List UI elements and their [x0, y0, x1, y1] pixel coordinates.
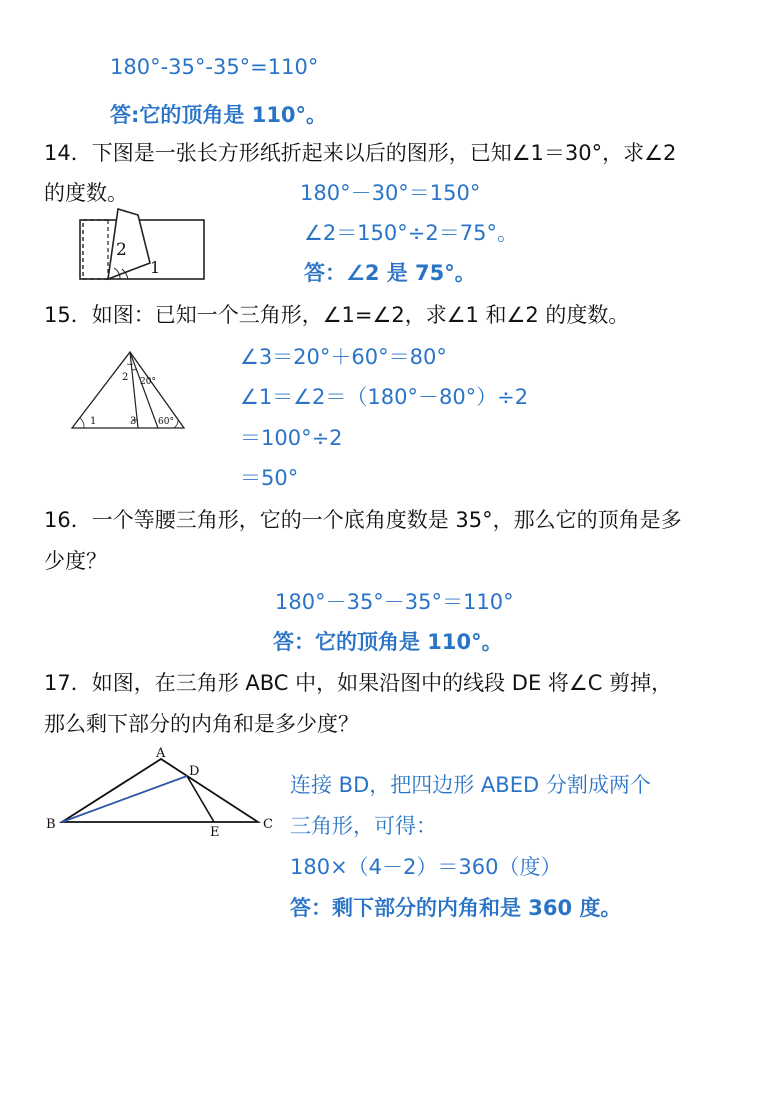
- q15-fig-label-1: 1: [90, 416, 97, 427]
- q17-fig-label-B: B: [46, 817, 56, 832]
- q17-text-line1: 17．如图，在三角形 ABC 中，如果沿图中的线段 DE 将∠C 剪掉，: [44, 671, 673, 695]
- q15-fig-label-60: 60°: [158, 417, 174, 427]
- top-calc: 180°-35°-35°=110°: [110, 55, 319, 79]
- q17-fig-label-E: E: [210, 825, 220, 840]
- q15-triangle-figure: [70, 350, 186, 436]
- top-answer: 答:它的顶角是 110°。: [110, 103, 328, 127]
- q16-text-line2: 少度？: [44, 549, 107, 573]
- q14-step1: 180°－30°＝150°: [300, 181, 481, 205]
- q14-folded-paper-figure: [78, 205, 208, 289]
- q16-step1: 180°－35°－35°＝110°: [275, 590, 514, 614]
- q17-fig-label-D: D: [189, 764, 200, 779]
- q17-step1: 连接 BD，把四边形 ABED 分割成两个: [290, 773, 651, 797]
- q15-fig-label-3: 3: [130, 416, 137, 427]
- q14-fig-label-2: 2: [116, 240, 127, 260]
- q16-text-line1: 16．一个等腰三角形，它的一个底角度数是 35°，那么它的顶角是多: [44, 508, 682, 532]
- q15-step2: ∠1＝∠2＝（180°－80°）÷2: [240, 385, 529, 409]
- q14-text-line1: 14．下图是一张长方形纸折起来以后的图形，已知∠1＝30°，求∠2: [44, 141, 677, 165]
- q14-answer: 答：∠2 是 75°。: [304, 261, 476, 285]
- q14-step2: ∠2＝150°÷2＝75°。: [304, 221, 518, 245]
- q15-text: 15．如图：已知一个三角形，∠1=∠2，求∠1 和∠2 的度数。: [44, 303, 630, 327]
- q17-fig-label-A: A: [156, 746, 166, 761]
- q14-fig-label-1: 1: [150, 258, 161, 277]
- q17-fig-label-C: C: [263, 817, 273, 832]
- q17-step2: 三角形，可得：: [290, 814, 437, 838]
- q17-triangle-abc-figure: [44, 744, 280, 844]
- q17-step3: 180×（4－2）＝360（度）: [290, 855, 562, 879]
- q15-step1: ∠3＝20°＋60°＝80°: [240, 345, 447, 369]
- q14-text-line2: 的度数。: [44, 181, 128, 205]
- q15-step4: ＝50°: [240, 466, 299, 490]
- q15-fig-label-2: 2: [122, 372, 129, 383]
- q17-answer: 答：剩下部分的内角和是 360 度。: [290, 896, 622, 920]
- q15-fig-label-20: 20°: [140, 377, 156, 387]
- q17-text-line2: 那么剩下部分的内角和是多少度？: [44, 712, 359, 736]
- q16-answer: 答：它的顶角是 110°。: [273, 630, 503, 654]
- q15-step3: ＝100°÷2: [240, 426, 343, 450]
